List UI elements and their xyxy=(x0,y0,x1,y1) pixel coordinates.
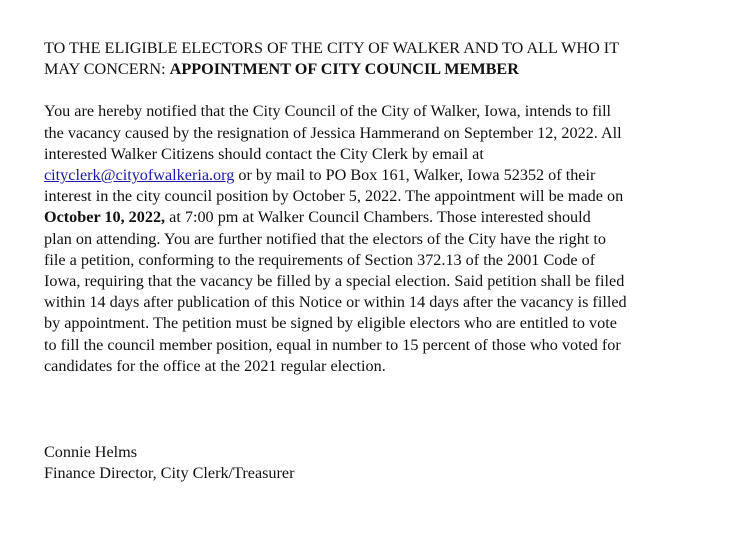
heading-prefix: MAY CONCERN: xyxy=(44,60,170,79)
heading-title: APPOINTMENT OF CITY COUNCIL MEMBER xyxy=(169,60,519,79)
body-line xyxy=(44,207,734,228)
body-line xyxy=(44,165,734,186)
notice-document xyxy=(44,38,734,377)
appointment-date: October 10, 2022, xyxy=(44,208,166,227)
body-text: at 7:00 pm at Walker Council Chambers. Those interested should xyxy=(165,208,591,227)
body-line: Iowa, requiring that the vacancy be filled by a special election. Said petition shall be filed xyxy=(44,272,625,291)
notice-heading xyxy=(44,38,734,80)
body-line: within 14 days after publication of this Notice or within 14 days after the vacancy is filled xyxy=(44,293,627,312)
body-line: plan on attending. You are further notified that the electors of the City have the right to xyxy=(44,229,606,248)
body-line: interested Walker Citizens should contact the City Clerk by email at xyxy=(44,144,484,163)
body-line: You are hereby notified that the City Council of the City of Walker, Iowa, intends to fill xyxy=(44,102,612,121)
body-text: or by mail to PO Box 161, Walker, Iowa 52352 of their xyxy=(234,166,596,185)
body-line: candidates for the office at the 2021 regular election. xyxy=(44,356,386,375)
body-line: the vacancy caused by the resignation of Jessica Hammerand on September 12, 2022. All xyxy=(44,123,622,142)
notice-body xyxy=(44,101,734,377)
heading-line-2 xyxy=(44,59,734,80)
body-line: to fill the council member position, equal in number to 15 percent of those who voted for xyxy=(44,335,621,354)
body-line: file a petition, conforming to the requirements of Section 372.13 of the 2001 Code of xyxy=(44,250,596,269)
signer-name: Connie Helms xyxy=(44,443,138,461)
signer-title: Finance Director, City Clerk/Treasurer xyxy=(44,464,295,483)
body-line: interest in the city council position by October 5, 2022. The appointment will be made on xyxy=(44,187,624,206)
body-line: by appointment. The petition must be signed by eligible electors who are entitled to vote xyxy=(44,314,617,333)
heading-line-1: TO THE ELIGIBLE ELECTORS OF THE CITY OF WALKER AND TO ALL WHO IT xyxy=(44,39,620,57)
email-link[interactable]: cityclerk@cityofwalkeria.org xyxy=(44,166,235,185)
signature-block xyxy=(44,442,295,484)
